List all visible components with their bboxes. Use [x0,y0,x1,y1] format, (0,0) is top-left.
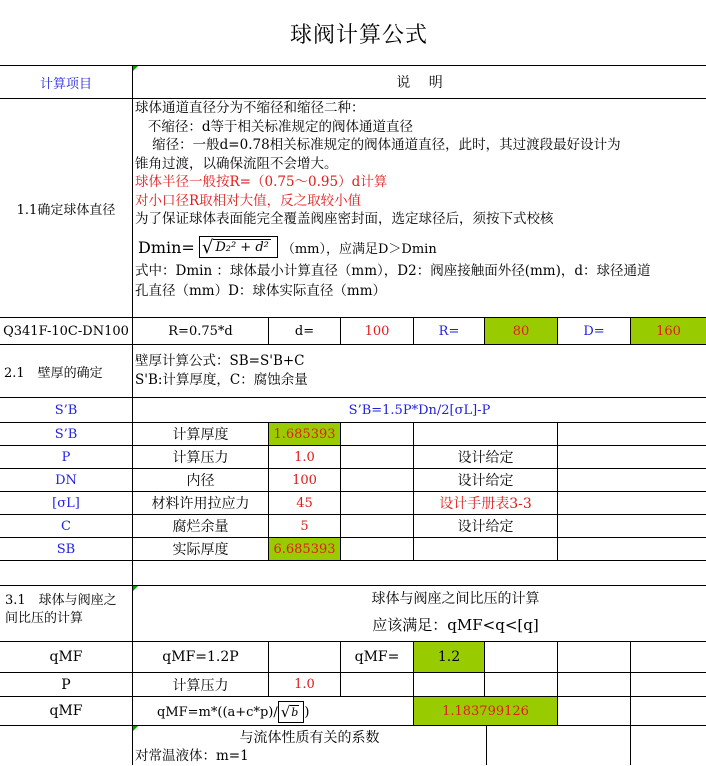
wall-row-name: 计算厚度 [172,427,229,443]
wall-row-value: 5 [300,518,309,534]
grid-vline [132,65,133,765]
formula-suffix: （mm），应满足D＞Dmin [281,241,437,257]
grid-hline [0,491,706,492]
grid-vline [557,696,558,725]
wall-row-value: 45 [296,495,313,511]
grid-vline [484,317,485,344]
p-name: 计算压力 [172,677,229,694]
note-line-1: 式中：Dmin ：球体最小计算直径（mm），D2：阀座接触面外径(mm)，d：球径通道 [135,263,651,279]
sqrt-icon: √ [201,236,214,258]
grid-vline [340,422,341,560]
grid-vline [557,641,558,672]
cell-marker-icon [133,586,138,591]
grid-vline [630,696,631,725]
sb-formula: S’B=1.5P*Dn/2[σL]-P [348,402,491,418]
cell-marker-icon [133,66,138,71]
formula-prefix: Dmin= [138,237,195,257]
grid-vline [557,422,558,560]
grid-vline [413,641,414,672]
grid-hline [0,397,706,398]
grid-hline [0,98,706,99]
grid-hline [0,422,706,423]
wall-row-symbol: S’B [54,426,78,442]
wall-row-symbol: P [61,449,71,465]
section-3-1-condition: 应该满足：qMF<q<[q] [372,615,539,634]
grid-hline [0,445,706,446]
qmf-formula: qMF=1.2P [162,649,239,665]
formula-body: D₂² + d² [215,240,269,255]
model-cell: Q341F-10C-DN100 [3,323,129,339]
section-3-1-label [5,592,133,628]
grid-vline [630,725,631,765]
grid-vline [340,641,341,672]
p-value: 1.0 [294,677,315,692]
section-1-1-line: 为了保证球体表面能完全覆盖阀座密封面，选定球径后，须按下式校核 [135,211,554,227]
wall-row-value: 1.685393 [269,423,340,445]
grid-vline [413,696,414,725]
grid-vline [557,672,558,696]
r-formula-cell: R=0.75*d [168,323,233,339]
grid-hline [0,514,706,515]
dmin-formula [138,234,437,260]
grid-vline [630,317,631,344]
grid-vline [486,725,487,765]
grid-hline [0,560,706,561]
grid-vline [413,672,414,696]
grid-vline [557,317,558,344]
grid-hline [0,65,706,66]
section-1-1-line: 球体通道直径分为不缩径和缩径二种： [135,100,365,116]
qmf-value: 1.2 [414,642,484,672]
section-2-1-label: 2.1 壁厚的确定 [4,365,103,381]
qmf2-symbol: qMF [49,703,83,719]
coeff-line-1: 对常温液体：m=1 [135,748,249,764]
grid-hline [0,672,706,673]
wall-row-name: 材料许用拉应力 [151,496,250,512]
section-1-1-line: 锥角过渡，以确保流阻不会增大。 [135,155,338,172]
qmf2-formula [157,700,309,724]
grid-hline [0,641,706,642]
grid-vline [630,641,631,672]
big-d-value-cell: 160 [631,318,706,344]
grid-vline [340,672,341,696]
d-value-cell: 100 [364,323,390,339]
page-title: 球阀计算公式 [289,23,428,48]
section-1-1-lines [135,99,621,229]
wall-row-name: 腐烂余量 [172,519,229,535]
wall-row-note [414,538,557,560]
qmf2-value: 1.183799126 [414,697,557,725]
qmf2-formula-text: qMF=m*((a+c*p)/ [157,704,278,720]
r-value-cell: 80 [485,318,557,344]
cell-marker-icon [133,726,138,731]
section-3-1-heading: 球体与阀座之间比压的计算 [371,591,540,607]
grid-hline [0,696,706,697]
sqrt-icon: √ [280,703,291,721]
wall-row-value: 1.0 [294,449,315,465]
wall-row-symbol: [σL] [52,495,80,511]
qmf2-sqrt-box [278,701,305,723]
grid-vline [268,641,269,672]
wall-row-symbol: SB [56,541,76,557]
d-label-cell: d= [294,323,315,339]
wall-row-note: 设计给定 [457,519,514,535]
grid-hline [0,468,706,469]
section-1-1-label: 1.1确定球体直径 [16,202,116,218]
qmf-symbol: qMF [49,649,83,665]
wall-row-name: 计算压力 [172,450,229,466]
grid-vline [413,317,414,344]
wall-row-name: 实际厚度 [172,542,229,558]
section-1-1-line: 不缩径：d等于相关标准规定的阀体通道直径 [135,118,414,135]
grid-vline [484,672,485,696]
wall-row-note: 设计给定 [457,450,514,466]
sb-formula-symbol: S’B [54,402,78,418]
formula-sqrt-box [199,236,278,258]
wall-row-symbol: DN [55,472,77,488]
qmf2-sqrt-body: b [291,706,299,719]
grid-vline [340,317,341,344]
section-3-1-label-line-2: 间比压的计算 [5,611,84,626]
grid-vline [630,672,631,696]
wall-row-symbol: C [61,518,71,534]
note-line-2: 孔直径（mm）D：球体实际直径（mm） [135,283,387,299]
grid-vline [268,422,269,560]
p-symbol: P [61,676,71,693]
close-paren: ) [304,704,310,720]
big-d-label-cell: D= [583,323,605,339]
header-item-col: 计算项目 [39,76,92,92]
grid-vline [268,672,269,696]
section-1-1-line: 球体半径一般按R=（0.75～0.95）d计算 [135,174,388,190]
grid-hline [0,344,706,345]
grid-vline [413,422,414,560]
grid-hline [0,585,706,586]
wall-row-note: 设计给定 [457,473,514,489]
grid-hline [0,537,706,538]
section-3-1-label-line-1: 3.1 球体与阀座之 [5,593,117,608]
section-1-1-line: 对小口径R取相对大值，反之取较小值 [135,192,362,209]
grid-vline [484,641,485,672]
qmf-eq-label: qMF= [354,649,400,665]
r-label-cell: R= [438,323,460,339]
section-2-1-line-2: S'B:计算厚度，C：腐蚀余量 [135,372,308,388]
grid-hline [0,725,706,726]
wall-row-note [414,423,557,445]
wall-row-value: 100 [292,472,317,488]
section-2-1-line-1: 壁厚计算公式：SB=S'B+C [135,353,305,369]
wall-row-value: 6.685393 [269,538,340,560]
grid-hline [0,317,706,318]
wall-row-name: 内径 [186,473,215,489]
section-1-1-line: 缩径：一般d=0.78相关标准规定的阀体通道直径，此时，其过渡段最好设计为 [135,137,621,153]
wall-row-note: 设计手册表3-3 [439,496,532,512]
coeff-heading: 与流体性质有关的系数 [239,730,380,746]
header-desc-col: 说 明 [396,75,443,91]
grid-vline [268,317,269,344]
